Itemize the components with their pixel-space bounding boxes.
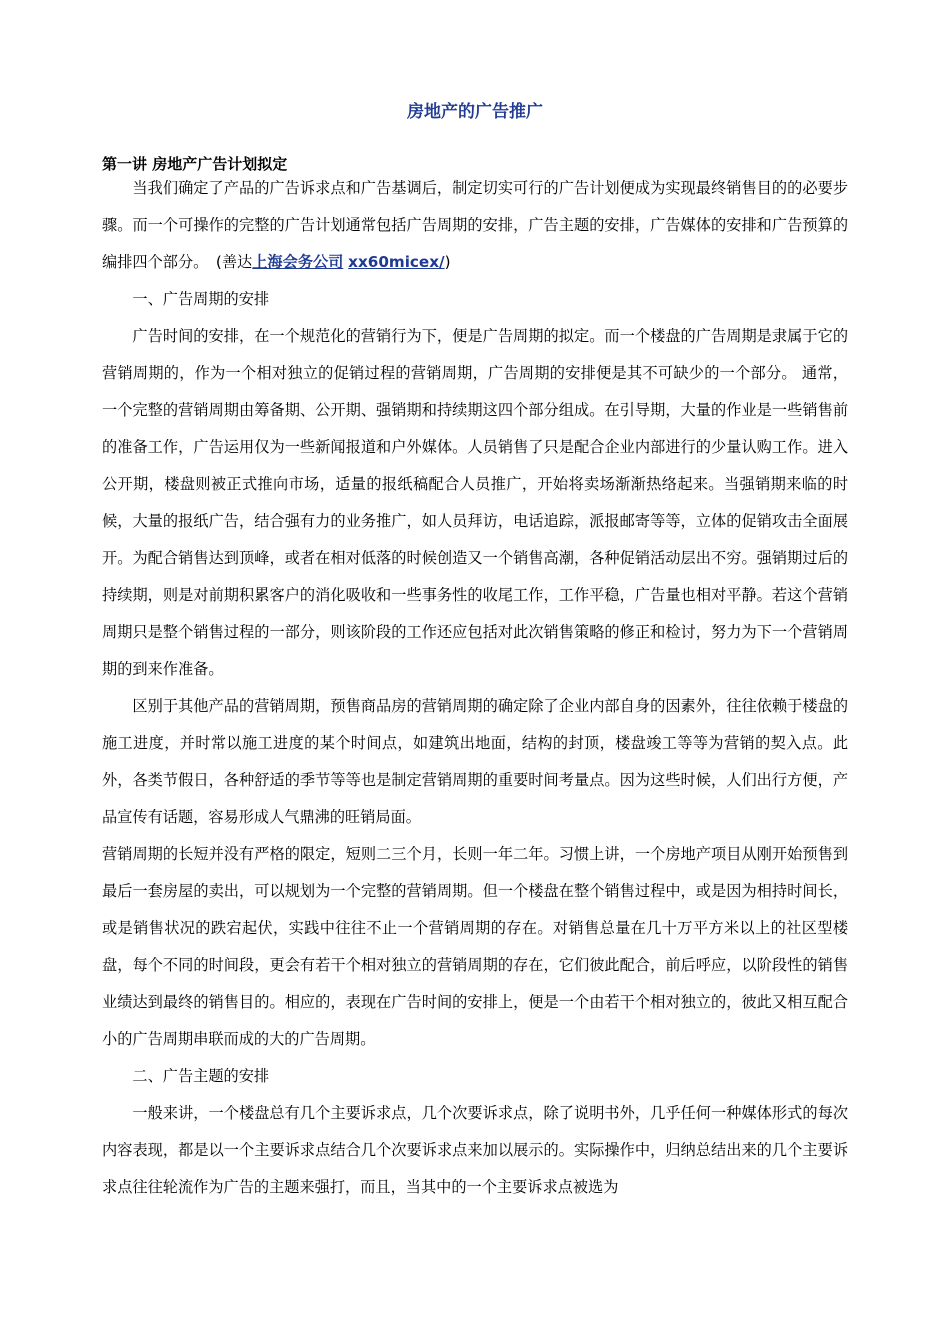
section-heading-cycle: 一、广告周期的安排 <box>132 290 270 308</box>
credit-suffix: ) <box>444 253 451 271</box>
lecture-heading: 第一讲 房地产广告计划拟定 <box>102 155 288 173</box>
company-link[interactable]: 上海会务公司 <box>252 253 344 271</box>
document-title: 房地产的广告推广 <box>407 102 543 122</box>
section-heading-theme: 二、广告主题的安排 <box>132 1067 270 1085</box>
intro-paragraph <box>102 170 848 281</box>
document-page <box>102 100 848 1206</box>
credit-prefix: (善达 <box>215 253 253 271</box>
cycle-paragraph-3: 营销周期的长短并没有严格的限定，短则二三个月，长则一年二年。习惯上讲，一个房地产项目从刚开始预售到最后一套房屋的卖出，可以规划为一个完整的营销周期。但一个楼盘在整个销售过程中，或是因为相持时间长， 或是销售状况的跌宕起伏，实践中往往不止一个营销周期的存在。对销售总量在几十万平方米以上的社区型楼盘，每个不同的时间段，更会有若干个相对独立的营销周期的存在，它们彼此配合，前后呼应，以阶段性的销售业绩达到最终的销售目的。相应的，表现在广告时间的安排上，便是一个由若干个相对独立的，彼此又相互配合小的广告周期串联而成的大的广告周期。 <box>102 845 848 1048</box>
cycle-paragraph-1: 广告时间的安排，在一个规范化的营销行为下，便是广告周期的拟定。而一个楼盘的广告周期是隶属于它的营销周期的，作为一个相对独立的促销过程的营销周期，广告周期的安排便是其不可缺少的一个部分。 通常，一个完整的营销周期由筹备期、公开期、强销期和持续期这四个部分组成。在引导期，大量的作业是一些销售前的准备工作，广告运用仅为一些新闻报道和户外媒体。人员销售了只是配合企业内部进行的少量认购工作。进入公开期，楼盘则被正式推向市场，适量的报纸稿配合人员推广，开始将卖场渐渐热络起来。当强销期来临的时候，大量的报纸广告，结合强有力的业务推广，如人员拜访，电话追踪，派报邮寄等等，立体的促销攻击全面展开。为配合销售达到顶峰，或者在相对低落的时候创造又一个销售高潮，各种促销活动层出不穷。强销期过后的持续期，则是对前期积累客户的消化吸收和一些事务性的收尾工作，工作平稳，广告量也相对平静。若这个营销周期只是整个销售过程的一部分，则该阶段的工作还应包括对此次销售策略的修正和检讨，努力为下一个营销周期的到来作准备。 <box>102 327 848 678</box>
site-link[interactable]: xx60micex/ <box>348 253 445 271</box>
intro-text: 当我们确定了产品的广告诉求点和广告基调后，制定切实可行的广告计划便成为实现最终销售目的的必要步骤。而一个可操作的完整的广告计划通常包括广告周期的安排，广告主题的安排，广告媒体的安排和广告预算的编排四个部分。 <box>102 179 848 271</box>
cycle-paragraph-2: 区别于其他产品的营销周期，预售商品房的营销周期的确定除了企业内部自身的因素外，往往依赖于楼盘的施工进度，并时常以施工进度的某个时间点，如建筑出地面，结构的封顶，楼盘竣工等等为营销的契入点。此外，各类节假日，各种舒适的季节等等也是制定营销周期的重要时间考量点。因为这些时候，人们出行方便，产品宣传有话题，容易形成人气鼎沸的旺销局面。 <box>102 697 848 826</box>
theme-paragraph-1: 一般来讲，一个楼盘总有几个主要诉求点，几个次要诉求点，除了说明书外，几乎任何一种媒体形式的每次内容表现，都是以一个主要诉求点结合几个次要诉求点来加以展示的。实际操作中，归纳总结出来的几个主要诉求点往往轮流作为广告的主题来强打，而且，当其中的一个主要诉求点被选为 <box>102 1104 848 1196</box>
